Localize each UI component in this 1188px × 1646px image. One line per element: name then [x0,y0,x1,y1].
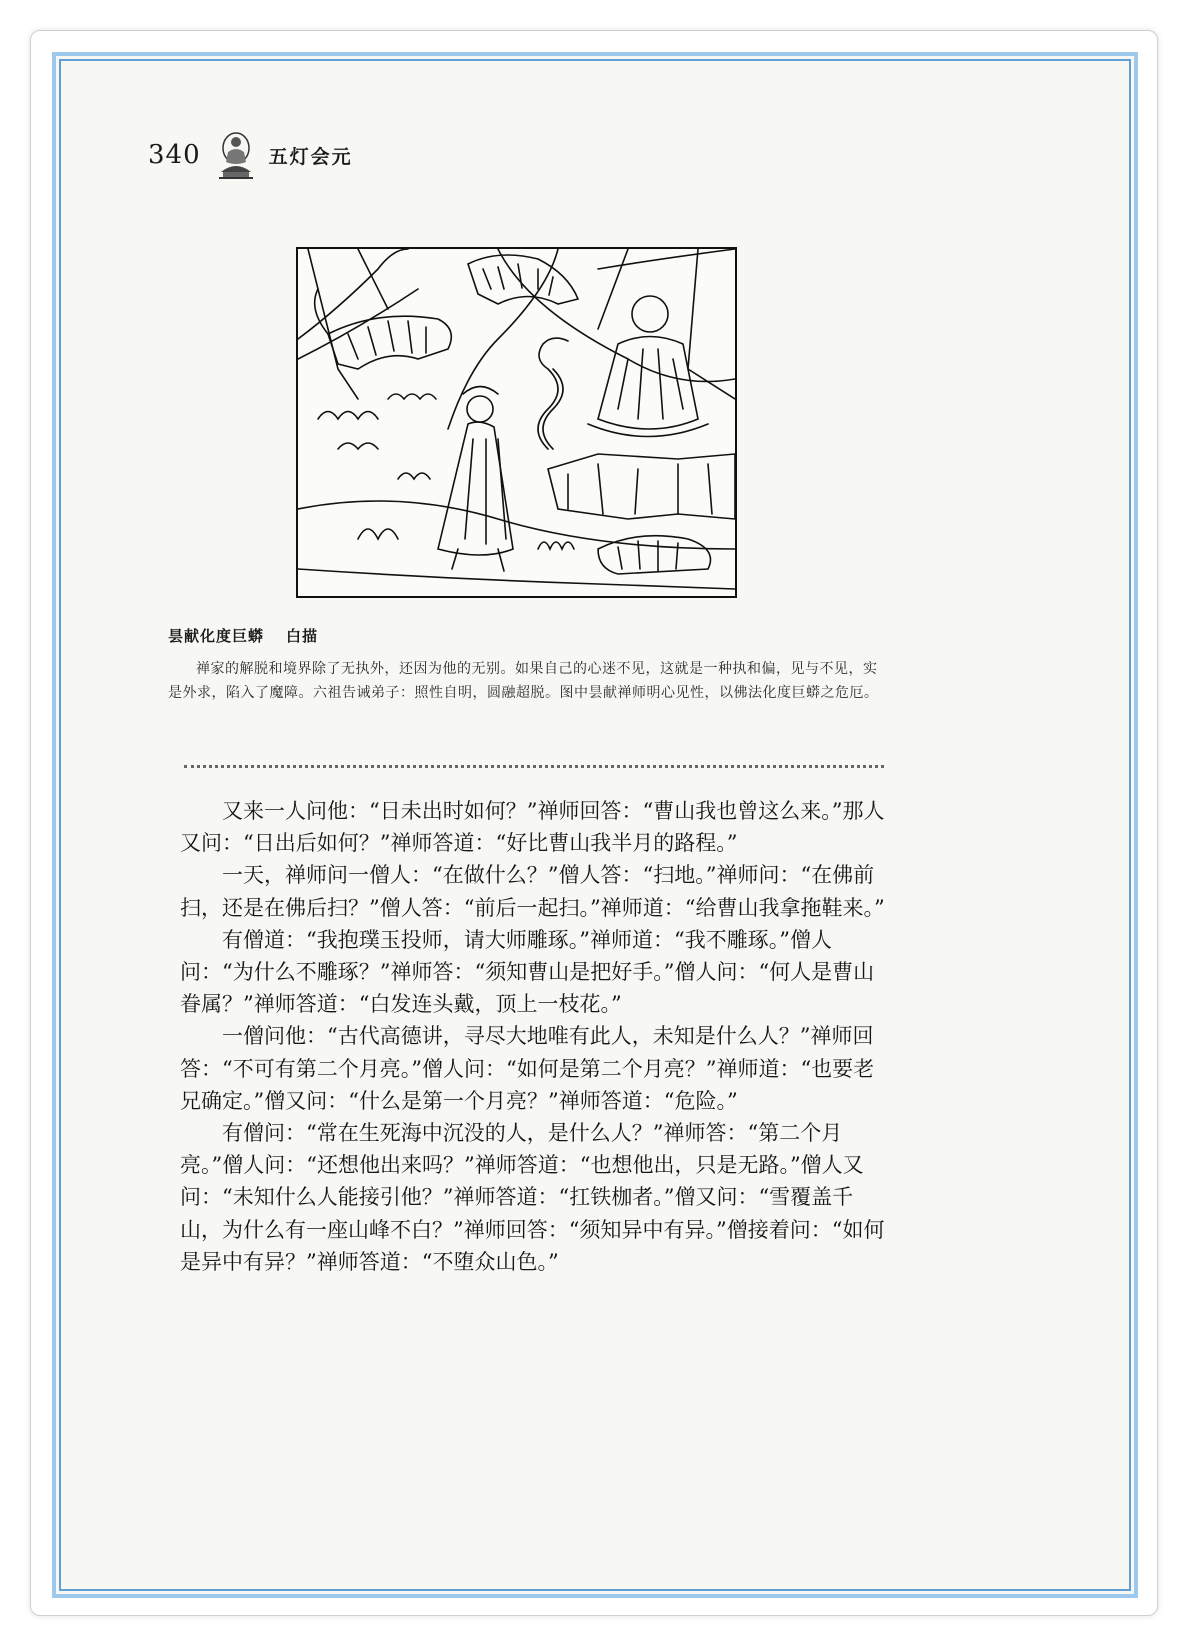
page-number: 340 [148,140,201,170]
paragraph: 一天，禅师问一僧人：“在做什么？”僧人答：“扫地。”禅师问：“在佛前扫，还是在佛后扫？”僧人答：“前后一起扫。”禅师道：“给曹山我拿拖鞋来。” [180,863,885,920]
dotted-divider [184,765,884,768]
paragraph: 又来一人问他：“日未出时如何？”禅师回答：“曹山我也曾这么来。”那人又问：“日出后如何？”禅师答道：“好比曹山我半月的路程。” [180,799,885,856]
caption-title [168,625,318,646]
caption-title-text: 昙献化度巨蟒 [168,627,265,645]
paragraph: 有僧问：“常在生死海中沉没的人，是什么人？”禅师答：“第二个月亮。”僧人问：“还想他出来吗？”禅师答道：“也想他出，只是无路。”僧人又问：“未知什么人能接引他？”禅师答道：“扛铁枷者。”僧又问：“雪覆盖千山，为什么有一座山峰不白？”禅师回答：“须知异中有异。”僧接着问：“如何是异中有异？”禅师答道：“不堕众山色。” [180,1121,885,1274]
paragraph: 一僧问他：“古代高德讲，寻尽大地唯有此人，未知是什么人？”禅师回答：“不可有第二个月亮。”僧人问：“如何是第二个月亮？”禅师道：“也要老兄确定。”僧又问：“什么是第一个月亮？”禅师答道：“危险。” [180,1024,875,1113]
caption-style-text: 白描 [286,627,319,645]
buddha-icon [215,128,257,182]
illustration-drawing [298,249,735,596]
caption-body: 禅家的解脱和境界除了无执外，还因为他的无别。如果自己的心迷不见，这就是一种执和偏，见与不见，实是外求，陷入了魔障。六祖告诫弟子：照性自明，圆融超脱。图中昙献禅师明心见性，以佛法化度巨蟒之危厄。 [168,661,879,701]
book-title: 五灯会元 [268,145,353,168]
paragraph: 有僧道：“我抱璞玉投师，请大师雕琢。”禅师道：“我不雕琢。”僧人问：“为什么不雕琢？”禅师答：“须知曹山是把好手。”僧人问：“何人是曹山眷属？”禅师答道：“白发连头戴，顶上一枝花。” [180,927,875,1017]
running-head [148,125,353,185]
main-text [180,795,885,1278]
woodblock-illustration [296,247,737,598]
